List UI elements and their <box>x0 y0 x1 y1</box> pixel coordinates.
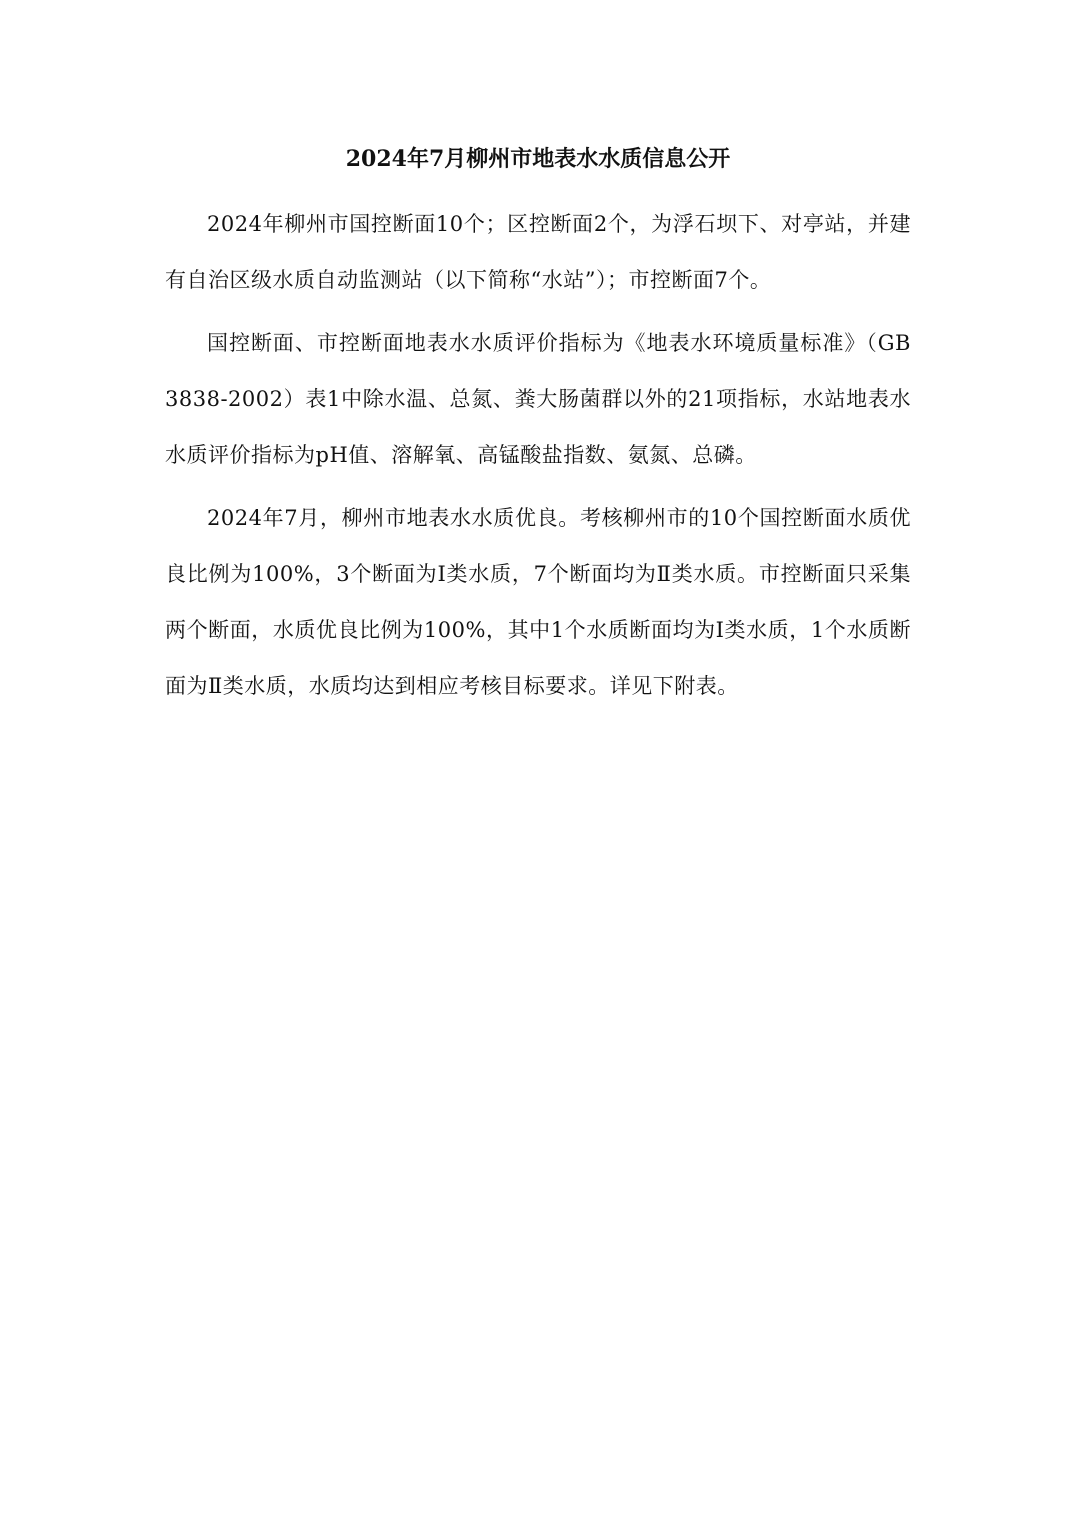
document-title: 2024年7月柳州市地表水水质信息公开 <box>345 146 731 172</box>
paragraph-monitoring-sections: 2024年柳州市国控断面10个；区控断面2个，为浮石坝下、对亭站，并建有自治区级水质自动监测站（以下简称“水站”）；市控断面7个。 <box>165 212 911 292</box>
document-body <box>165 196 911 721</box>
paragraph-water-quality-results: 2024年7月，柳州市地表水水质优良。考核柳州市的10个国控断面水质优良比例为100%，3个断面为Ⅰ类水质，7个断面均为Ⅱ类水质。市控断面只采集两个断面，水质优良比例为100%，其中1个水质断面均为Ⅰ类水质，1个水质断面为Ⅱ类水质，水质均达到相应考核目标要求。详见下附表。 <box>165 506 911 698</box>
paragraph-evaluation-indicators: 国控断面、市控断面地表水水质评价指标为《地表水环境质量标准》（GB 3838-2002）表1中除水温、总氮、粪大肠菌群以外的21项指标，水站地表水水质评价指标为pH值、溶解氧、高锰酸盐指数、氨氮、总磷。 <box>165 331 911 467</box>
